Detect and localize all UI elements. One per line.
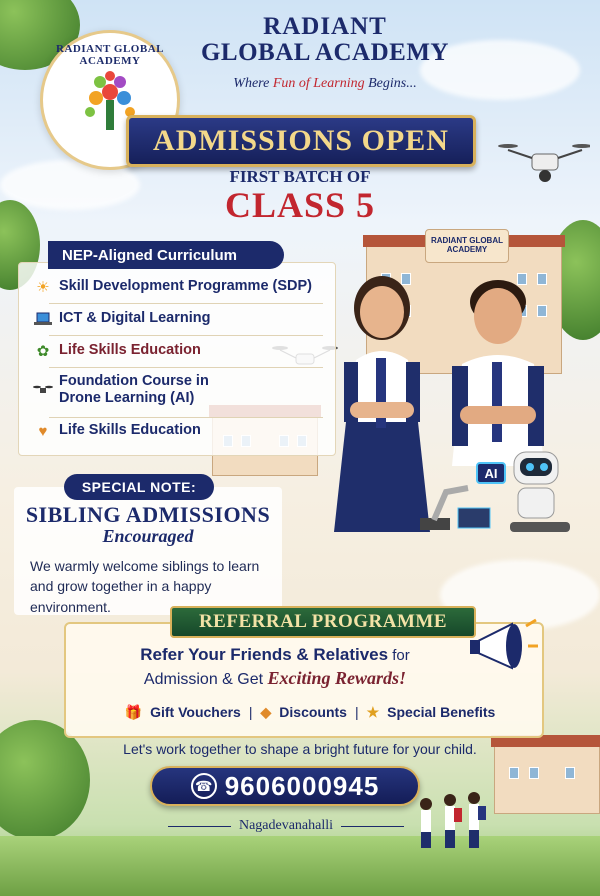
admissions-banner-text: ADMISSIONS OPEN: [153, 124, 449, 157]
sibling-title: SIBLING ADMISSIONS: [25, 502, 271, 527]
robotic-arm-illustration: [414, 478, 494, 536]
building-sign: RADIANT GLOBAL ACADEMY: [425, 229, 509, 263]
first-batch-label: FIRST BATCH OF: [229, 167, 371, 186]
separator: |: [354, 704, 359, 720]
phone-icon: ☎: [191, 773, 217, 799]
referral-heading-text: REFERRAL PROGRAMME: [198, 611, 448, 632]
plant-icon: ✿: [36, 343, 50, 360]
discount-tag-icon: ◆: [260, 703, 272, 720]
drone-icon: [33, 380, 53, 400]
referral-line1-tail: for: [388, 647, 410, 664]
school-name-line1: RADIANT: [263, 13, 387, 40]
curriculum-item-label: ICT & Digital Learning: [59, 310, 211, 327]
curriculum-item: [33, 277, 312, 297]
divider: [168, 826, 231, 827]
curriculum-item-label: Life Skills Education: [59, 342, 201, 359]
sibling-subtitle: Encouraged: [102, 526, 194, 546]
lawn: [0, 836, 600, 896]
sibling-description: We warmly welcome siblings to learn and grow together in a happy environment.: [30, 558, 260, 615]
logo-ring-text: RADIANT GLOBAL ACADEMY: [56, 43, 164, 67]
tree: [0, 720, 90, 840]
robot-illustration: [500, 446, 580, 536]
curriculum-item: [33, 373, 239, 408]
location-text: Nagadevanahalli: [238, 818, 334, 833]
referral-heading: [170, 606, 476, 638]
school-name-line2: GLOBAL ACADEMY: [200, 39, 449, 67]
referral-line1: [80, 645, 470, 665]
location: [168, 818, 404, 834]
benefit-label: Gift Vouchers: [150, 704, 241, 720]
curriculum-item-label: Life Skills Education: [59, 422, 201, 439]
curriculum-item-label: Skill Development Programme (SDP): [59, 278, 313, 295]
megaphone-icon: [468, 612, 540, 684]
referral-rewards: Exciting Rewards!: [267, 668, 407, 688]
curriculum-heading: NEP-Aligned Curriculum: [48, 241, 284, 269]
star-icon: ★: [366, 703, 380, 720]
gift-icon: 🎁: [124, 703, 143, 720]
phone-number-button[interactable]: [150, 766, 420, 806]
benefit-label: Discounts: [279, 704, 347, 720]
heart-hands-icon: ♥: [38, 422, 48, 440]
divider: [341, 826, 404, 827]
separator: |: [248, 704, 253, 720]
special-note-heading: SPECIAL NOTE:: [64, 474, 214, 500]
tagline-end: Begins...: [364, 76, 417, 91]
curriculum-item: [33, 421, 201, 441]
admissions-banner: [126, 115, 476, 167]
boy-student-illustration: [440, 266, 556, 466]
laptop-icon: [33, 309, 53, 329]
curriculum-item: [33, 309, 210, 329]
referral-line1-bold: Refer Your Friends & Relatives: [140, 645, 389, 664]
referral-line2-start: Admission & Get: [143, 671, 268, 688]
curriculum-item: [33, 341, 201, 361]
lightbulb-icon: ☀: [36, 279, 50, 296]
footer-message: Let's work together to shape a bright future for your child.: [123, 741, 477, 757]
class-label: CLASS 5: [224, 185, 376, 225]
walking-children-illustration: [414, 790, 494, 856]
curriculum-item-label: Foundation Course in Drone Learning (AI): [59, 373, 209, 407]
referral-line2: [80, 668, 470, 689]
drone-icon: [498, 132, 590, 196]
tagline-highlight: Fun of Learning: [272, 76, 365, 91]
ai-badge: AI: [476, 462, 506, 484]
benefits-row: [100, 700, 520, 724]
school-name: [190, 14, 460, 67]
tagline-start: Where: [233, 76, 273, 91]
curriculum-panel: [18, 262, 336, 456]
phone-number: 9606000945: [224, 770, 380, 801]
benefit-label: Special Benefits: [387, 704, 496, 720]
tagline: [205, 76, 445, 92]
